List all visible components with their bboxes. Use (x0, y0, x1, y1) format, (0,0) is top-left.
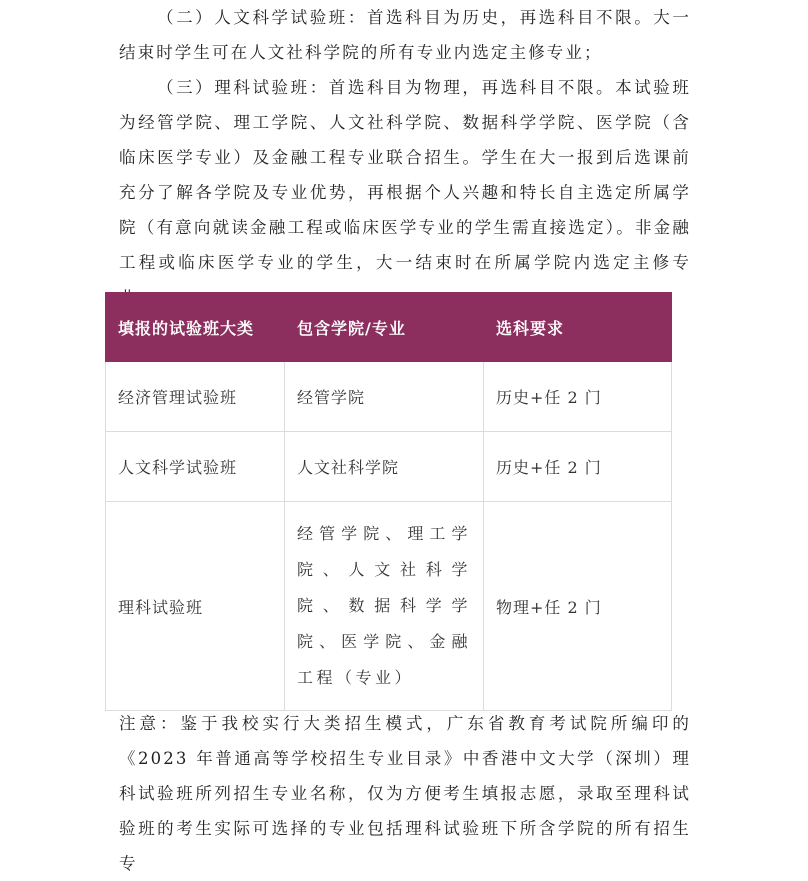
paragraph-science-class: （三）理科试验班：首选科目为物理，再选科目不限。本试验班为经管学院、理工学院、人文社科学院、数据科学学院、医学院（含临床医学专业）及金融工程专业联合招生。学生在大一报到后选课前充分了解各学院及专业优势，再根据个人兴趣和特长自主选定所属学院（有意向就读金融工程或临床医学专业的学生需直接选定）。非金融工程或临床医学专业的学生，大一结束时在所属学院内选定主修专 (119, 78, 691, 272)
cell-schools-majors: 经管学院、理工学院、人文社科学院、数据科学学院、医学院、金融工程（专业） (285, 502, 484, 711)
paragraph-note: 注意：鉴于我校实行大类招生模式，广东省教育考试院所编印的《2023 年普通高等学校招生专业目录》中香港中文大学（深圳）理科试验班所列招生专业名称，仅为方便考生填报志愿，录取至理科试验班的考生实际可选择的专业包括理科试验班下所含学院的所有招生专 (119, 714, 691, 873)
header-class-category: 填报的试验班大类 (106, 293, 285, 362)
cell-subject-requirement: 历史+任 2 门 (484, 362, 672, 432)
table-row (106, 362, 672, 432)
cell-schools-majors: 人文社科学院 (285, 432, 484, 502)
table-row (106, 502, 672, 711)
paragraph-humanities-class: （二）人文科学试验班：首选科目为历史，再选科目不限。大一结束时学生可在人文社科学院的所有专业内选定主修专业； (119, 8, 691, 62)
experimental-class-table (105, 292, 672, 711)
cell-subject-requirement: 物理+任 2 门 (484, 502, 672, 711)
header-subject-requirement: 选科要求 (484, 293, 672, 362)
cell-class-category: 人文科学试验班 (106, 432, 285, 502)
table-header-row (106, 293, 672, 362)
cell-schools-majors: 经管学院 (285, 362, 484, 432)
cell-subject-requirement: 历史+任 2 门 (484, 432, 672, 502)
table-row (106, 432, 672, 502)
header-schools-majors: 包含学院/专业 (285, 293, 484, 362)
cell-class-category: 理科试验班 (106, 502, 285, 711)
cell-class-category: 经济管理试验班 (106, 362, 285, 432)
